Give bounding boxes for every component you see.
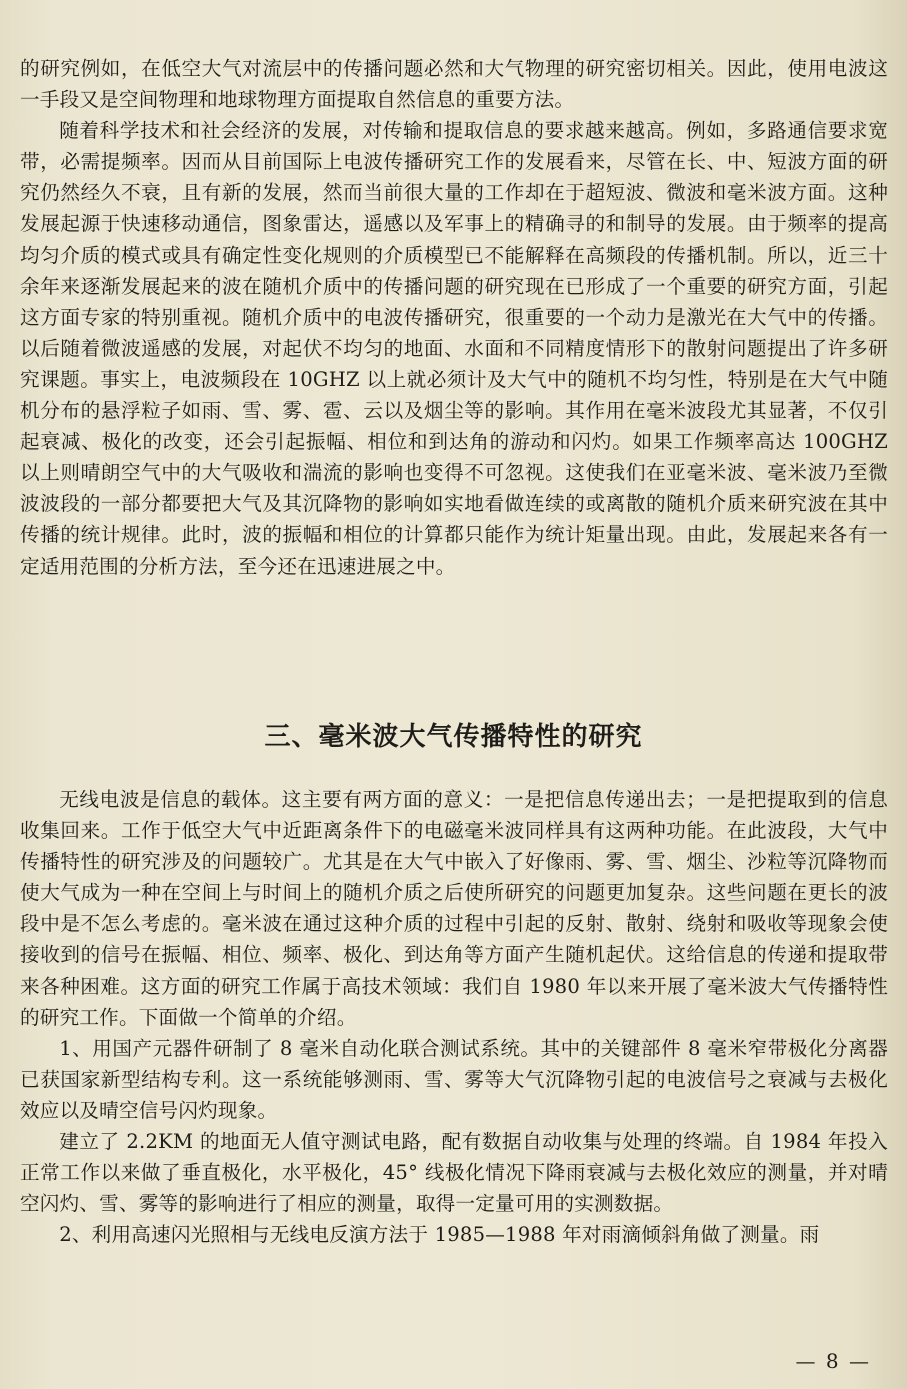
paragraph: 随着科学技术和社会经济的发展，对传输和提取信息的要求越来越高。例如，多路通信要求宽带，必需提频率。因而从目前国际上电波传播研究工作的发展看来，尽管在长、中、短波方面的研究仍然经久不衰，且有新的发展，然而当前很大量的工作却在于超短波、微波和毫米波方面。这种发展起源于快速移动通信，图象雷达，遥感以及军事上的精确寻的和制导的发展。由于频率的提高均匀介质的模式或具有确定性变化规则的介质模型已不能解释在高频段的传播机制。所以，近三十余年来逐渐发展起来的波在随机介质中的传播问题的研究现在已形成了一个重要的研究方面，引起这方面专家的特别重视。随机介质中的电波传播研究，很重要的一个动力是激光在大气中的传播。以后随着微波遥感的发展，对起伏不均匀的地面、水面和不同精度情形下的散射问题提出了许多研究课题。事实上，电波频段在 10GHZ 以上就必须计及大气中的随机不均匀性，特别是在大气中随机分布的悬浮粒子如雨、雪、雾、雹、云以及烟尘等的影响。其作用在毫米波段尤其显著，不仅引起衰减、极化的改变，还会引起振幅、相位和到达角的游动和闪灼。如果工作频率高达 100GHZ 以上则晴朗空气中的大气吸收和湍流的影响也变得不可忽视。这使我们在亚毫米波、毫米波乃至微波波段的一部分都要把大气及其沉降物的影响如实地看做连续的或离散的随机介质来研究波在其中传播的统计规律。此时，波的振幅和相位的计算都只能作为统计矩量出现。由此，发展起来各有一定适用范围的分析方法，至今还在迅速进展之中。: [20, 119, 888, 578]
page-number: — 8 —: [795, 1349, 871, 1373]
intro-section: [20, 53, 888, 582]
paragraph: 建立了 2.2KM 的地面无人值守测试电路，配有数据自动收集与处理的终端。自 1984 年投入正常工作以来做了垂直极化，水平极化，45° 线极化情况下降雨衰减与去极化效应的测量，并对晴空闪灼、雪、雾等的影响进行了相应的测量，取得一定量可用的实测数据。: [20, 1130, 888, 1216]
section-body: [20, 784, 888, 1250]
paragraph: 无线电波是信息的载体。这主要有两方面的意义：一是把信息传递出去；一是把提取到的信息收集回来。工作于低空大气中近距离条件下的电磁毫米波同样具有这两种功能。在此波段，大气中传播特性的研究涉及的问题较广。尤其是在大气中嵌入了好像雨、雾、雪、烟尘、沙粒等沉降物而使大气成为一种在空间上与时间上的随机介质之后使所研究的问题更加复杂。这些问题在更长的波段中是不怎么考虑的。毫米波在通过这种介质的过程中引起的反射、散射、绕射和吸收等现象会使接收到的信号在振幅、相位、频率、极化、到达角等方面产生随机起伏。这给信息的传递和提取带来各种困难。这方面的研究工作属于高技术领域：我们自 1980 年以来开展了毫米波大气传播特性的研究工作。下面做一个简单的介绍。: [20, 788, 888, 1029]
paragraph: 2、利用高速闪光照相与无线电反演方法于 1985—1988 年对雨滴倾斜角做了测量。雨: [59, 1223, 820, 1247]
paragraph: 的研究例如，在低空大气对流层中的传播问题必然和大气物理的研究密切相关。因此，使用电波这一手段又是空间物理和地球物理方面提取自然信息的重要方法。: [20, 57, 888, 112]
section-heading: 三、毫米波大气传播特性的研究: [264, 722, 643, 752]
paragraph: 1、用国产元器件研制了 8 毫米自动化联合测试系统。其中的关键部件 8 毫米窄带极化分离器已获国家新型结构专利。这一系统能够测雨、雪、雾等大气沉降物引起的电波信号之衰减与去极化效应以及晴空信号闪灼现象。: [20, 1036, 888, 1122]
